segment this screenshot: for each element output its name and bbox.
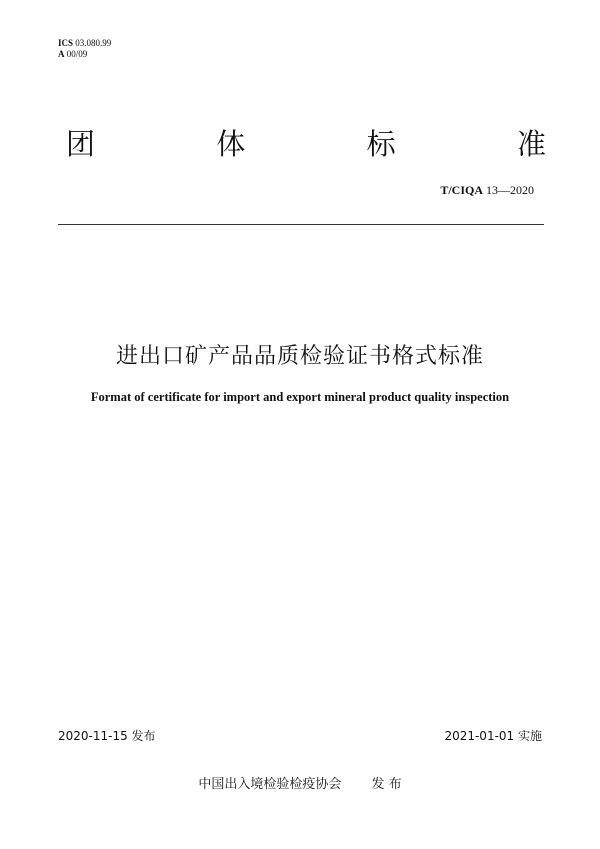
ccs-line	[58, 49, 111, 60]
standard-type-char: 准	[516, 127, 546, 161]
ics-code: 03.080.99	[75, 38, 112, 48]
issue-date: 2020-11-15 发布	[58, 729, 156, 743]
standard-type-char: 体	[216, 127, 246, 161]
standard-code-prefix: T/CIQA	[440, 183, 483, 197]
issuer-name: 中国出入境检验检疫协会	[198, 777, 342, 792]
title-english: Format of certificate for import and export mineral product quality inspection	[90, 390, 510, 404]
standard-type-char: 标	[366, 127, 396, 161]
standard-type-heading	[66, 122, 546, 163]
issuer-line	[0, 773, 600, 792]
standard-code-number: 13—2020	[486, 183, 534, 197]
header-divider	[58, 224, 544, 225]
ics-line	[58, 38, 111, 49]
standard-type-char: 团	[66, 127, 96, 161]
ccs-label: A	[58, 49, 65, 59]
ccs-code: 00/09	[66, 49, 88, 59]
title-chinese: 进出口矿产品品质检验证书格式标准	[115, 344, 484, 369]
classification-codes	[58, 38, 111, 60]
ics-label: ICS	[58, 38, 74, 48]
standard-code	[440, 183, 534, 198]
issuer-action: 发 布	[371, 777, 402, 792]
implementation-date: 2021-01-01 实施	[444, 729, 542, 743]
